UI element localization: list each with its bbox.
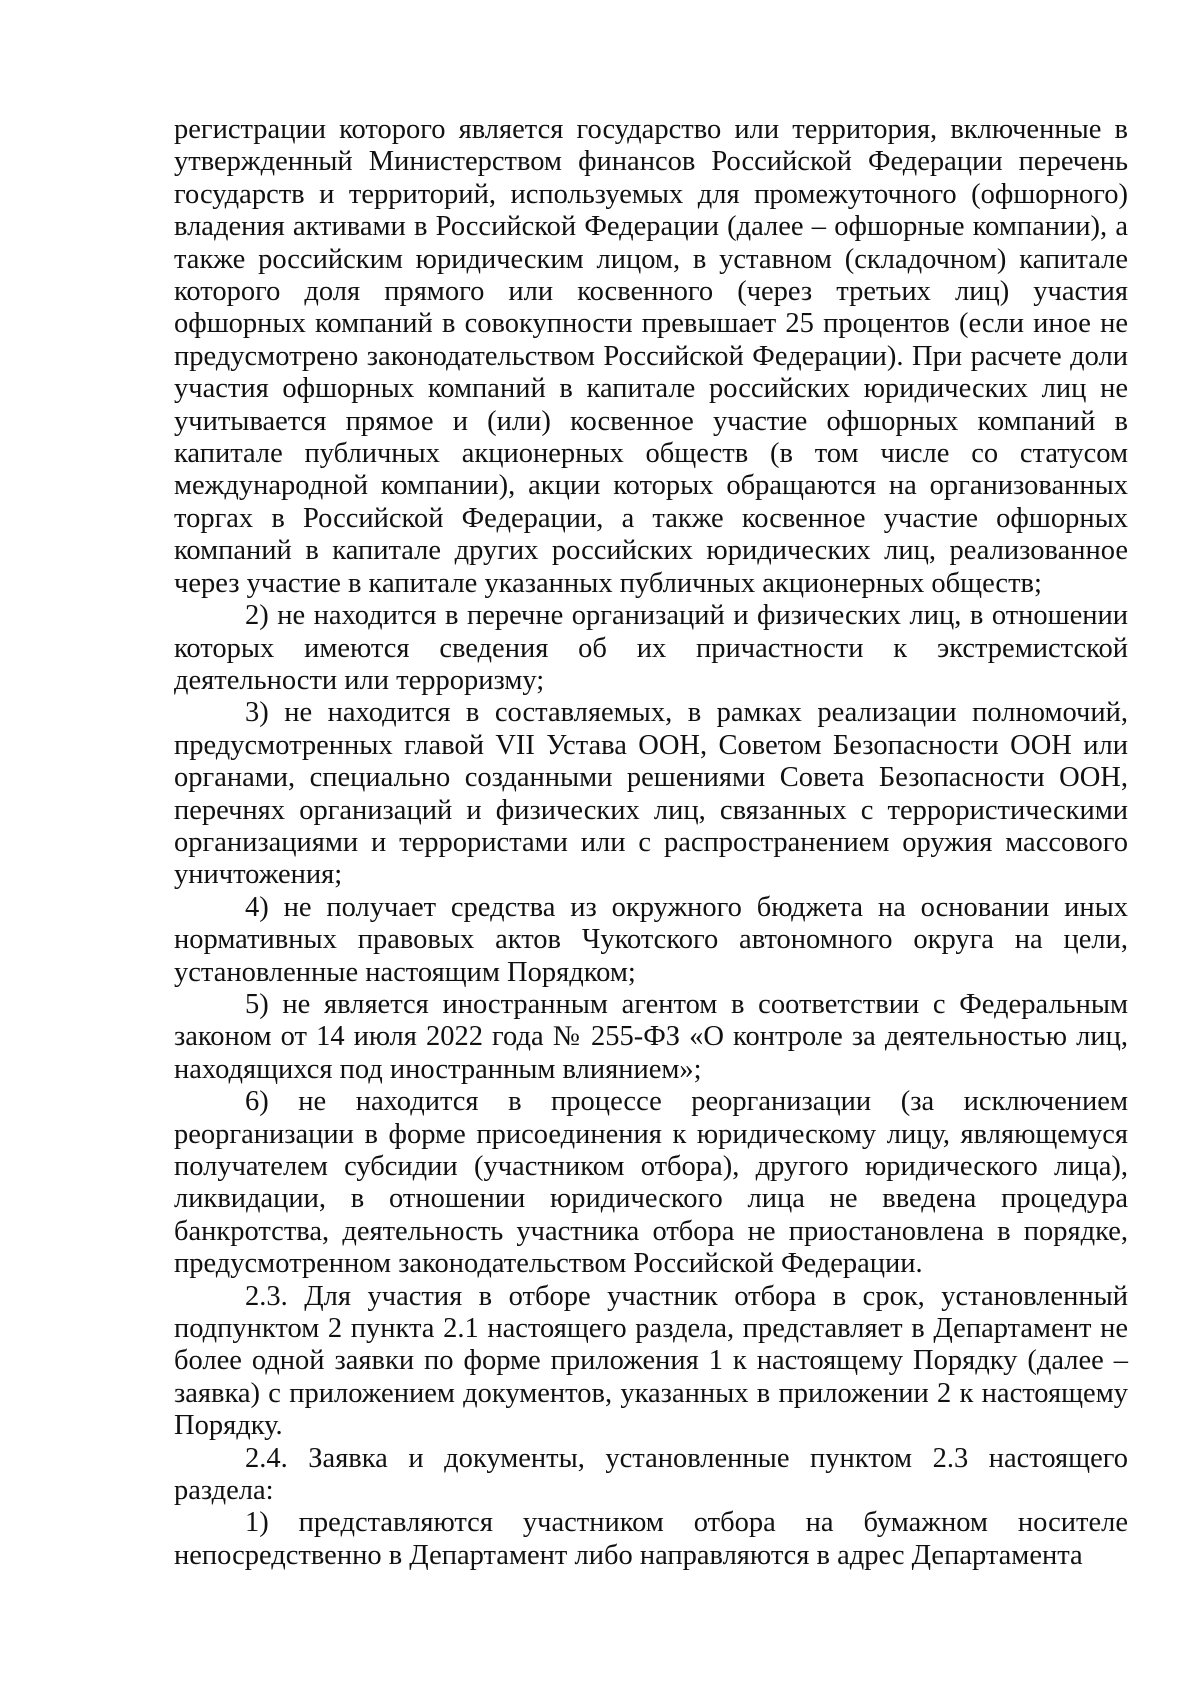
paragraph-item-5-foreign-agent: 5) не является иностранным агентом в соответствии с Федеральным законом от 14 июля 2022 года № 255-ФЗ «О контроле за деятельностью лиц, находящихся под иностранным влиянием»; (174, 988, 1128, 1085)
paragraph-item-6-reorganization: 6) не находится в процессе реорганизации (за исключением реорганизации в форме присоединения к юридическому лицу, являющемуся получателем субсидии (участником отбора), другого юридического лица), ликвидации, в отношении юридического лица не введена процедура банкротства, деятельность участника отбора не приостановлена в порядке, предусмотренном законодательством Российской Федерации. (174, 1086, 1128, 1280)
paragraph-2-4-item-1: 1) представляются участником отбора на бумажном носителе непосредственно в Департамент либо направляются в адрес Департамента (174, 1507, 1128, 1571)
paragraph-2-3-application: 2.3. Для участия в отборе участник отбора в срок, установленный подпунктом 2 пункта 2.1 настоящего раздела, представляет в Департамент не более одной заявки по форме приложения 1 к настоящему Порядку (далее – заявка) с приложением документов, указанных в приложении 2 к настоящему Порядку. (174, 1280, 1128, 1442)
document-body (174, 114, 1128, 1572)
paragraph-offshore-companies: регистрации которого является государство или территория, включенные в утвержденный Министерством финансов Российской Федерации перечень государств и территорий, используемых для промежуточного (офшорного) владения активами в Российской Федерации (далее – офшорные компании), а также российским юридическим лицом, в уставном (складочном) капитале которого доля прямого или косвенного (через третьих лиц) участия офшорных компаний в совокупности превышает 25 процентов (если иное не предусмотрено законодательством Российской Федерации). При расчете доли участия офшорных компаний в капитале российских юридических лиц не учитывается прямое и (или) косвенное участие офшорных компаний в капитале публичных акционерных обществ (в том числе со статусом международной компании), акции которых обращаются на организованных торгах в Российской Федерации, а также косвенное участие офшорных компаний в капитале других российских юридических лиц, реализованное через участие в капитале указанных публичных акционерных обществ; (174, 114, 1128, 599)
paragraph-item-2-extremism: 2) не находится в перечне организаций и физических лиц, в отношении которых имеются сведения об их причастности к экстремистской деятельности или терроризму; (174, 600, 1128, 696)
paragraph-2-4-documents: 2.4. Заявка и документы, установленные пунктом 2.3 настоящего раздела: (174, 1442, 1128, 1507)
paragraph-item-3-un-lists: 3) не находится в составляемых, в рамках реализации полномочий, предусмотренных главой VII Устава ООН, Советом Безопасности ООН или органами, специально созданными решениями Совета Безопасности ООН, перечнях организаций и физических лиц, связанных с террористическими организациями и террористами или с распространением оружия массового уничтожения; (174, 697, 1128, 891)
paragraph-item-4-budget-funds: 4) не получает средства из окружного бюджета на основании иных нормативных правовых актов Чукотского автономного округа на цели, установленные настоящим Порядком; (174, 891, 1128, 988)
